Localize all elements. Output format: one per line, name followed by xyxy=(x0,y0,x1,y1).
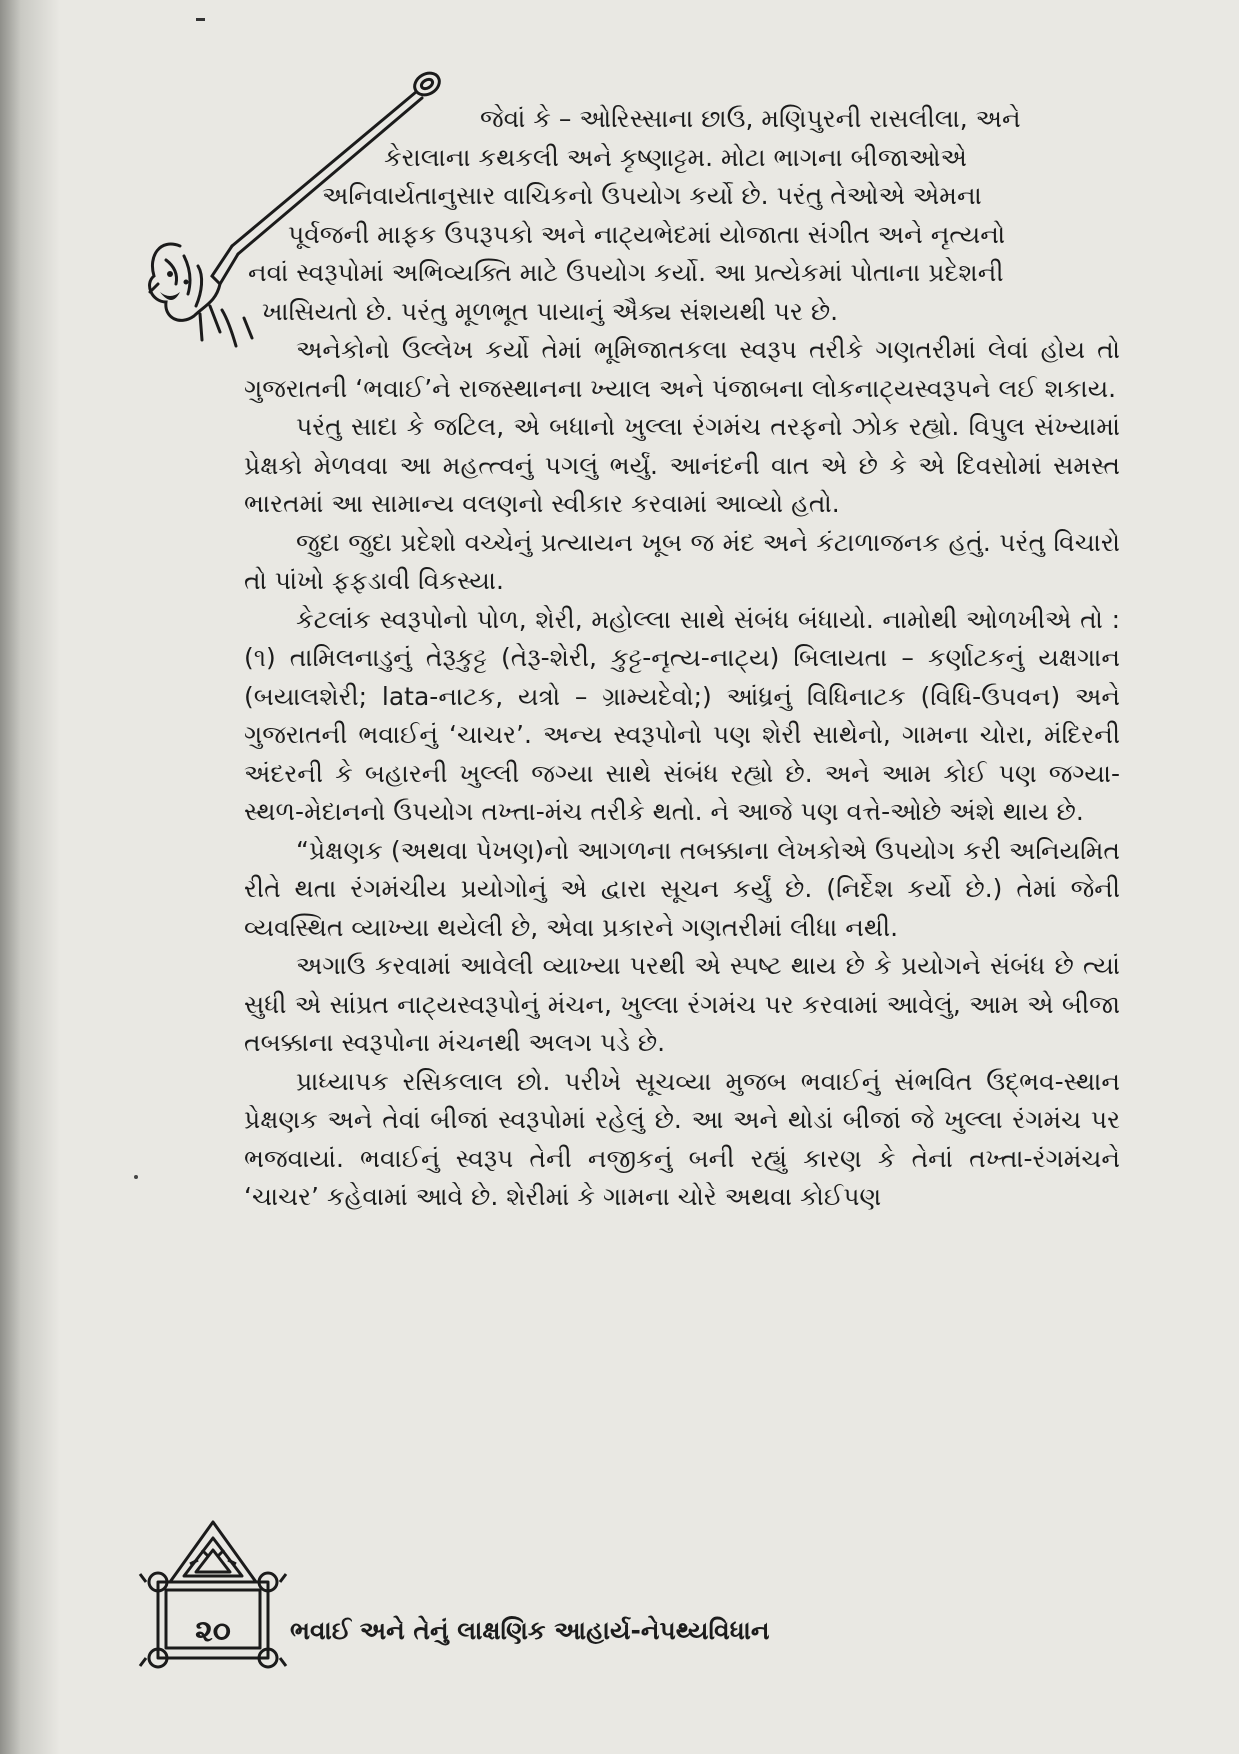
text-line: પૂર્વજની માફક ઉપરૂપકો અને નાટ્યભેદમાં યોજાતા સંગીત અને નૃત્યનો xyxy=(288,219,1006,249)
paragraph: કેટલાંક સ્વરૂપોનો પોળ, શેરી, મહોલ્લા સાથે સંબંધ બંધાયો. નામોથી ઓળખીએ તો : (૧) તામિલનાડુનું તેરૂકુટ્ટ (તેરૂ-શેરી, કુટ્ટ-નૃત્ય-નાટ્ય) બિલાયતા – કર્ણાટકનું યક્ષગાન (બયાલશેરી; lata-નાટક, યત્રો – ગ્રામ્યદેવો;) આંધ્રનું વિધિનાટક (વિધિ-ઉપવન) અને ગુજરાતની ભવાઈનું ‘ચાચર’. અન્ય સ્વરૂપોનો પણ શેરી સાથેનો, ગામના ચોરા, મંદિરની અંદરની કે બહારની ખુલ્લી જગ્યા સાથે સંબંધ રહ્યો છે. અને આમ કોઈ પણ જગ્યા-સ્થળ-મેદાનનો ઉપયોગ તખ્તા-મંચ તરીકે થતો. ને આજે પણ વત્તે-ઓછે અંશે થાય છે. xyxy=(244,604,1120,826)
paragraph: પરંતુ સાદા કે જટિલ, એ બધાનો ખુલ્લા રંગમંચ તરફનો ઝોક રહ્યો. વિપુલ સંખ્યામાં પ્રેક્ષકો મેળવવા આ મહત્ત્વનું પગલું ભર્યું. આનંદની વાત એ છે કે એ દિવસોમાં સમસ્ત ભારતમાં આ સામાન્ય વલણનો સ્વીકાર કરવામાં આવ્યો હતો. xyxy=(244,412,1120,518)
text-line: કેરાલાના કથકલી અને કૃષ્ણાટ્ટમ. મોટા ભાગના બીજાઓએ xyxy=(384,142,967,172)
paragraph: અનેકોનો ઉલ્લેખ કર્યો તેમાં ભૂમિજાતકલા સ્વરૂપ તરીકે ગણતરીમાં લેવાં હોય તો ગુજરાતની ‘ભવાઈ’ને રાજસ્થાનના ખ્યાલ અને પંજાબના લોકનાટ્યસ્વરૂપને લઈ શકાય. xyxy=(244,335,1120,403)
ink-speck xyxy=(134,1175,138,1179)
page-footer xyxy=(138,1520,1138,1670)
book-spine-shadow xyxy=(0,0,60,1754)
text-line: ખાસિયતો છે. પરંતુ મૂળભૂત પાયાનું ઐક્ય સંશયથી પર છે. xyxy=(262,296,839,326)
body-text xyxy=(244,100,1120,1217)
running-title: ભવાઈ અને તેનું લાક્ષણિક આહાર્ય-નેપથ્યવિધાન xyxy=(290,1616,770,1645)
paragraph: અગાઉ કરવામાં આવેલી વ્યાખ્યા પરથી એ સ્પષ્ટ થાય છે કે પ્રયોગને સંબંધ છે ત્યાં સુધી એ સાંપ્રત નાટ્યસ્વરૂપોનું મંચન, ખુલ્લા રંગમંચ પર કરવામાં આવેલું, આમ એ બીજા તબક્કાના સ્વરૂપોના મંચનથી અલગ પડે છે. xyxy=(244,951,1120,1057)
page-number: ૨૦ xyxy=(195,1614,231,1649)
ink-speck xyxy=(196,18,205,21)
paragraph: જુદા જુદા પ્રદેશો વચ્ચેનું પ્રત્યાયન ખૂબ જ મંદ અને કંટાળાજનક હતું. પરંતુ વિચારો તો પાંખો ફફડાવી વિકસ્યા. xyxy=(244,527,1120,595)
text-line: નવાં સ્વરૂપોમાં અભિવ્યક્તિ માટે ઉપયોગ કર્યો. આ પ્રત્યેકમાં પોતાના પ્રદેશની xyxy=(248,258,1004,287)
text-line: અનિવાર્યતાનુસાર વાચિકનો ઉપયોગ કર્યો છે. પરંતુ તેઓએ એમના xyxy=(322,181,982,210)
text-line: જેવાં કે – ઓરિસ્સાના છાઉ, મણિપુરની રાસલીલા, અને xyxy=(480,104,1021,133)
paragraph: પ્રાધ્યાપક રસિકલાલ છો. પરીખે સૂચવ્યા મુજબ ભવાઈનું સંભવિત ઉદ્ભવ-સ્થાન પ્રેક્ષણક અને તેવાં બીજાં સ્વરૂપોમાં રહેલું છે. આ અને થોડાં બીજાં જે ખુલ્લા રંગમંચ પર ભજવાયાં. ભવાઈનું સ્વરૂપ તેની નજીકનું બની રહ્યું કારણ કે તેનાં તખ્તા-રંગમંચને ‘ચાચર’ કહેવામાં આવે છે. શેરીમાં કે ગામના ચોરે અથવા કોઈપણ xyxy=(244,1066,1120,1211)
paragraph: “પ્રેક્ષણક (અથવા પેખણ)નો આગળના તબક્કાના લેખકોએ ઉપયોગ કરી અનિયમિત રીતે થતા રંગમંચીય પ્રયોગોનું એ દ્વારા સૂચન કર્યું છે. (નિર્દેશ કર્યો છે.) તેમાં જેની વ્યવસ્થિત વ્યાખ્યા થયેલી છે, એવા પ્રકારને ગણતરીમાં લીધા નથી. xyxy=(244,835,1120,942)
